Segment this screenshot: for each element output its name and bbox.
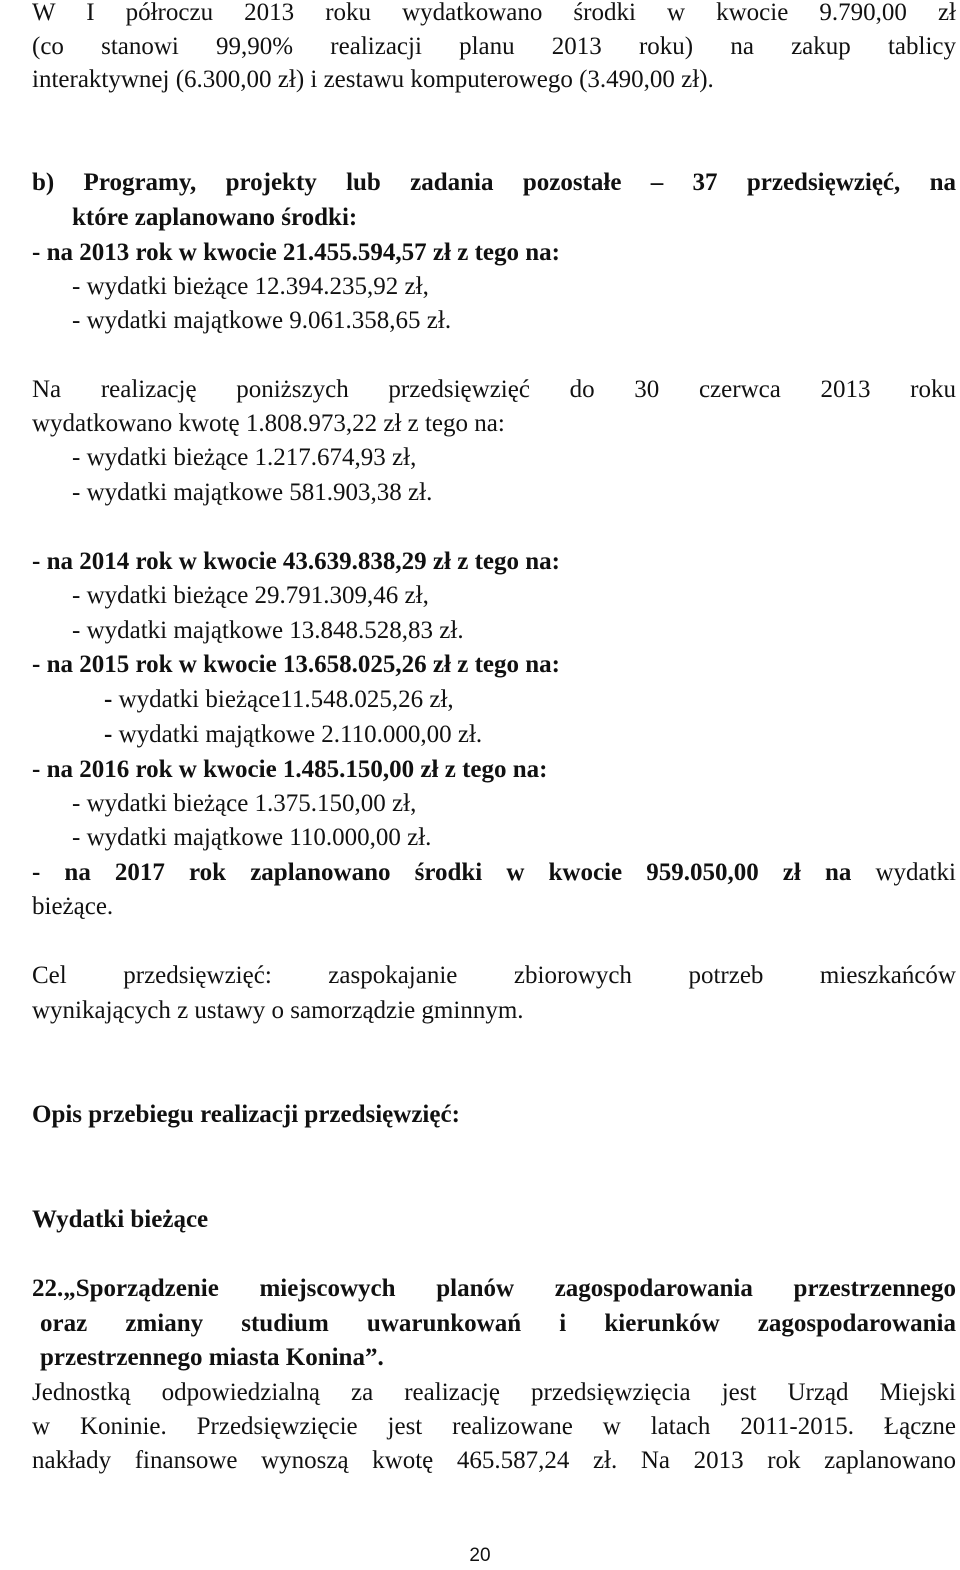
page-number: 20 (469, 1545, 491, 1566)
realization-line-1: Na realizację poniższych przedsięwzięć do 30 czerwca 2013 roku (32, 376, 956, 403)
year-2016-capital: - wydatki majątkowe 110.000,00 zł. (72, 824, 432, 851)
year-2017-normal: wydatki (851, 859, 957, 886)
year-2016-heading: - na 2016 rok w kwocie 1.485.150,00 zł z tego na: (32, 756, 548, 783)
goal-line-2: wynikających z ustawy o samorządzie gminnym. (32, 997, 524, 1024)
intro-line-2: (co stanowi 99,90% realizacji planu 2013 roku) na zakup tablicy (32, 33, 956, 60)
item-22-title-line-2: oraz zmiany studium uwarunkowań i kierunków zagospodarowania (40, 1310, 956, 1337)
section-b-line-2: które zaplanowano środki: (72, 204, 358, 231)
item-22-title-line-3: przestrzennego miasta Konina”. (40, 1344, 384, 1371)
intro-line-3: interaktywnej (6.300,00 zł) i zestawu komputerowego (3.490,00 zł). (32, 66, 714, 93)
realization-line-2: wydatkowano kwotę 1.808.973,22 zł z tego na: (32, 410, 505, 437)
realization-current: - wydatki bieżące 1.217.674,93 zł, (72, 444, 417, 471)
section-b-line-1: b) Programy, projekty lub zadania pozostałe – 37 przedsięwzięć, na (32, 169, 956, 196)
item-22-body-line-3: nakłady finansowe wynoszą kwotę 465.587,24 zł. Na 2013 rok zaplanowano (32, 1447, 956, 1474)
item-22-body-line-1: Jednostką odpowiedzialną za realizację przedsięwzięcia jest Urząd Miejski (32, 1379, 956, 1406)
year-2015-capital-text: wydatki majątkowe 2.110.000,00 zł. (112, 721, 483, 748)
year-2016-current: - wydatki bieżące 1.375.150,00 zł, (72, 790, 417, 817)
item-22-body-line-2: w Koninie. Przedsięwzięcie jest realizowane w latach 2011-2015. Łączne (32, 1413, 956, 1440)
year-2015-heading: - na 2015 rok w kwocie 13.658.025,26 zł z tego na: (32, 651, 560, 678)
year-2015-current-dash: - (104, 686, 113, 713)
year-2015-current (104, 683, 454, 717)
year-2015-capital-dash: - (104, 721, 113, 748)
year-2013-heading: - na 2013 rok w kwocie 21.455.594,57 zł z tego na: (32, 239, 560, 266)
year-2017-bold: - na 2017 rok zaplanowano środki w kwocie 959.050,00 zł na (32, 859, 852, 886)
item-22-title-line-1: 22.„Sporządzenie miejscowych planów zagospodarowania przestrzennego (32, 1275, 956, 1302)
year-2014-capital: - wydatki majątkowe 13.848.528,83 zł. (72, 617, 464, 644)
goal-line-1: Cel przedsięwzięć: zaspokajanie zbiorowych potrzeb mieszkańców (32, 962, 956, 989)
year-2017-line-1 (32, 856, 956, 890)
intro-line-1: W I półroczu 2013 roku wydatkowano środki w kwocie 9.790,00 zł (32, 0, 956, 26)
year-2015-capital (104, 718, 482, 752)
description-heading: Opis przebiegu realizacji przedsięwzięć: (32, 1101, 460, 1128)
current-expenses-heading: Wydatki bieżące (32, 1206, 209, 1233)
year-2015-current-text: wydatki bieżące11.548.025,26 zł, (112, 686, 454, 713)
realization-capital: - wydatki majątkowe 581.903,38 zł. (72, 479, 433, 506)
year-2013-current: - wydatki bieżące 12.394.235,92 zł, (72, 273, 429, 300)
year-2014-heading: - na 2014 rok w kwocie 43.639.838,29 zł z tego na: (32, 548, 560, 575)
year-2013-capital: - wydatki majątkowe 9.061.358,65 zł. (72, 307, 452, 334)
year-2014-current: - wydatki bieżące 29.791.309,46 zł, (72, 582, 429, 609)
year-2017-line-2: bieżące. (32, 893, 114, 920)
